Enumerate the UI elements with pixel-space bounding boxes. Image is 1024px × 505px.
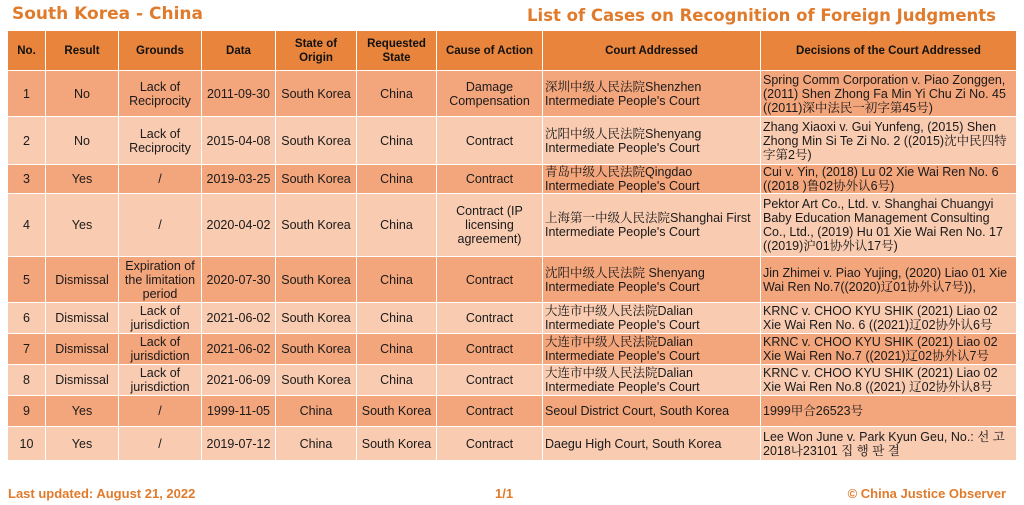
cell-cause: Contract xyxy=(437,257,543,303)
cell-state-of-origin: South Korea xyxy=(276,194,357,257)
cell-date: 2011-09-30 xyxy=(202,71,276,117)
cell-result: Yes xyxy=(46,396,119,427)
cell-result: No xyxy=(46,117,119,165)
cell-result: Dismissal xyxy=(46,334,119,365)
col-header-data: Data xyxy=(202,31,276,71)
cell-requested-state: South Korea xyxy=(357,396,437,427)
last-updated: Last updated: August 21, 2022 xyxy=(8,486,196,501)
cell-court: 沈阳中级人民法院Shenyang Intermediate People's Court xyxy=(543,117,761,165)
cell-requested-state: China xyxy=(357,365,437,396)
cell-court: 大连市中级人民法院Dalian Intermediate People's Court xyxy=(543,303,761,334)
cell-cause: Contract xyxy=(437,117,543,165)
table-row xyxy=(8,396,1017,427)
cell-decision: Pektor Art Co., Ltd. v. Shanghai Chuangyi Baby Education Management Consulting Co., Ltd., (2019) Hu 01 Xie Wai Ren No. 17 ((2019)沪01协外认17号) xyxy=(761,194,1017,257)
cell-state-of-origin: South Korea xyxy=(276,71,357,117)
cell-decision: Lee Won June v. Park Kyun Geu, No.: 선 고 2018나23101 집 행 판 결 xyxy=(761,427,1017,461)
col-header-requested-state: Requested State xyxy=(357,31,437,71)
cell-grounds: Lack of jurisdiction xyxy=(119,365,202,396)
cell-grounds: / xyxy=(119,427,202,461)
cell-no: 4 xyxy=(8,194,46,257)
cell-cause: Contract xyxy=(437,303,543,334)
cell-state-of-origin: South Korea xyxy=(276,165,357,194)
cell-requested-state: China xyxy=(357,71,437,117)
cell-no: 3 xyxy=(8,165,46,194)
cell-decision: Zhang Xiaoxi v. Gui Yunfeng, (2015) Shen Zhong Min Si Te Zi No. 2 ((2015)沈中民四特字第2号) xyxy=(761,117,1017,165)
cell-date: 2020-07-30 xyxy=(202,257,276,303)
cell-requested-state: China xyxy=(357,303,437,334)
cell-result: Yes xyxy=(46,165,119,194)
cell-court: 青岛中级人民法院Qingdao Intermediate People's Court xyxy=(543,165,761,194)
cell-requested-state: China xyxy=(357,117,437,165)
table-row xyxy=(8,117,1017,165)
cell-cause: Contract xyxy=(437,396,543,427)
cell-cause: Contract (IP licensing agreement) xyxy=(437,194,543,257)
cell-date: 2020-04-02 xyxy=(202,194,276,257)
cell-grounds: Lack of jurisdiction xyxy=(119,334,202,365)
cases-table xyxy=(7,30,1017,461)
cell-no: 8 xyxy=(8,365,46,396)
cell-requested-state: China xyxy=(357,194,437,257)
table-row xyxy=(8,71,1017,117)
cell-no: 7 xyxy=(8,334,46,365)
cell-result: Dismissal xyxy=(46,257,119,303)
cell-cause: Damage Compensation xyxy=(437,71,543,117)
col-header-state-of-origin: State of Origin xyxy=(276,31,357,71)
cell-no: 5 xyxy=(8,257,46,303)
credit: © China Justice Observer xyxy=(847,486,1006,501)
cell-state-of-origin: South Korea xyxy=(276,117,357,165)
cell-decision: Jin Zhimei v. Piao Yujing, (2020) Liao 01 Xie Wai Ren No.7((2020)辽01协外认7号)), xyxy=(761,257,1017,303)
cell-decision: KRNC v. CHOO KYU SHIK (2021) Liao 02 Xie Wai Ren No.8 ((2021) 辽02协外认8号 xyxy=(761,365,1017,396)
cell-date: 2021-06-09 xyxy=(202,365,276,396)
cell-decision: KRNC v. CHOO KYU SHIK (2021) Liao 02 Xie Wai Ren No. 6 ((2021)辽02协外认6号 xyxy=(761,303,1017,334)
cell-cause: Contract xyxy=(437,427,543,461)
table-row xyxy=(8,194,1017,257)
cell-no: 10 xyxy=(8,427,46,461)
cell-court: 深圳中级人民法院Shenzhen Intermediate People's Court xyxy=(543,71,761,117)
cell-grounds: Lack of jurisdiction xyxy=(119,303,202,334)
page-title: List of Cases on Recognition of Foreign Judgments xyxy=(527,6,996,25)
table-row xyxy=(8,365,1017,396)
page-number: 1/1 xyxy=(495,486,514,501)
cell-result: No xyxy=(46,71,119,117)
col-header-cause-of-action: Cause of Action xyxy=(437,31,543,71)
cell-result: Dismissal xyxy=(46,303,119,334)
cell-cause: Contract xyxy=(437,165,543,194)
cell-grounds: / xyxy=(119,396,202,427)
cell-requested-state: South Korea xyxy=(357,427,437,461)
table-row xyxy=(8,334,1017,365)
col-header-decisions: Decisions of the Court Addressed xyxy=(761,31,1017,71)
cell-date: 1999-11-05 xyxy=(202,396,276,427)
cell-date: 2019-07-12 xyxy=(202,427,276,461)
table-row xyxy=(8,303,1017,334)
cell-no: 2 xyxy=(8,117,46,165)
cell-state-of-origin: China xyxy=(276,427,357,461)
cell-no: 1 xyxy=(8,71,46,117)
table-header-row xyxy=(8,31,1017,71)
table-row xyxy=(8,257,1017,303)
cell-result: Dismissal xyxy=(46,365,119,396)
cell-court: 大连市中级人民法院Dalian Intermediate People's Court xyxy=(543,365,761,396)
cell-grounds: Lack of Reciprocity xyxy=(119,117,202,165)
cell-decision: Cui v. Yin, (2018) Lu 02 Xie Wai Ren No. 6 ((2018 )鲁02协外认6号) xyxy=(761,165,1017,194)
cell-date: 2019-03-25 xyxy=(202,165,276,194)
cell-date: 2021-06-02 xyxy=(202,334,276,365)
cell-grounds: / xyxy=(119,194,202,257)
cell-court: Seoul District Court, South Korea xyxy=(543,396,761,427)
cell-state-of-origin: China xyxy=(276,396,357,427)
cell-requested-state: China xyxy=(357,257,437,303)
cell-requested-state: China xyxy=(357,334,437,365)
col-header-no: No. xyxy=(8,31,46,71)
cell-grounds: Lack of Reciprocity xyxy=(119,71,202,117)
cell-date: 2015-04-08 xyxy=(202,117,276,165)
cell-state-of-origin: South Korea xyxy=(276,303,357,334)
cell-decision: 1999甲合26523号 xyxy=(761,396,1017,427)
cell-cause: Contract xyxy=(437,334,543,365)
cell-result: Yes xyxy=(46,194,119,257)
table-row xyxy=(8,427,1017,461)
cell-court: 大连市中级人民法院Dalian Intermediate People's Court xyxy=(543,334,761,365)
col-header-court-addressed: Court Addressed xyxy=(543,31,761,71)
col-header-result: Result xyxy=(46,31,119,71)
cell-date: 2021-06-02 xyxy=(202,303,276,334)
col-header-grounds: Grounds xyxy=(119,31,202,71)
cell-result: Yes xyxy=(46,427,119,461)
cell-grounds: / xyxy=(119,165,202,194)
cell-decision: Spring Comm Corporation v. Piao Zonggen, (2011) Shen Zhong Fa Min Yi Chu Zi No. 45 ((2011)深中法民一初字第45号) xyxy=(761,71,1017,117)
cell-court: 上海第一中级人民法院Shanghai First Intermediate People's Court xyxy=(543,194,761,257)
cell-no: 9 xyxy=(8,396,46,427)
cell-court: Daegu High Court, South Korea xyxy=(543,427,761,461)
cell-state-of-origin: South Korea xyxy=(276,334,357,365)
cell-court: 沈阳中级人民法院 Shenyang Intermediate People's Court xyxy=(543,257,761,303)
cell-state-of-origin: South Korea xyxy=(276,257,357,303)
cell-grounds: Expiration of the limitation period xyxy=(119,257,202,303)
table-row xyxy=(8,165,1017,194)
cell-state-of-origin: South Korea xyxy=(276,365,357,396)
left-title: South Korea - China xyxy=(12,4,203,24)
cell-decision: KRNC v. CHOO KYU SHIK (2021) Liao 02 Xie Wai Ren No.7 ((2021)辽02协外认7号 xyxy=(761,334,1017,365)
cell-requested-state: China xyxy=(357,165,437,194)
cell-cause: Contract xyxy=(437,365,543,396)
cell-no: 6 xyxy=(8,303,46,334)
